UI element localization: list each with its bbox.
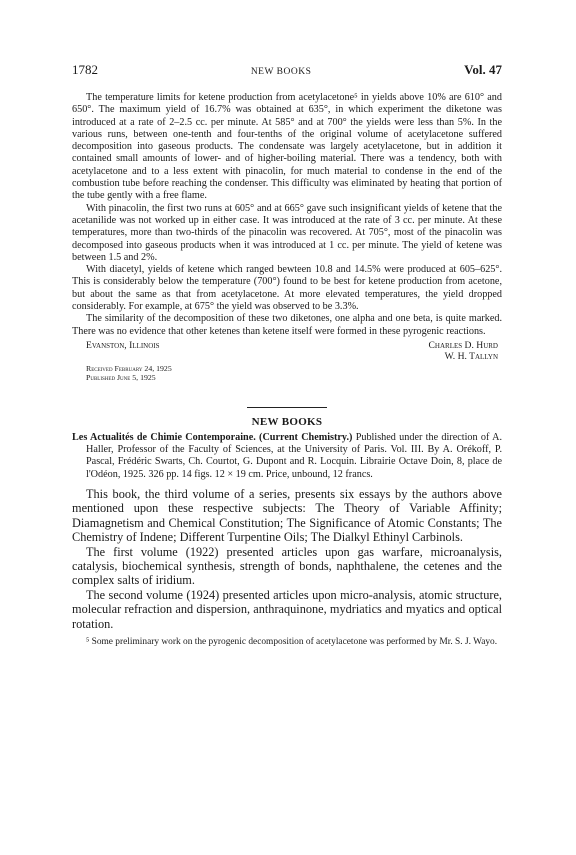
section-header: NEW BOOKS bbox=[250, 67, 312, 77]
book-entry bbox=[72, 432, 502, 481]
author-name: W. H. Tallyn bbox=[444, 350, 498, 362]
book-details: Published under the direction of A. Haller, Professor of the Faculty of Sciences, at the University of Paris. Vol. III. By A. Orékoff, P. Pascal, Frédéric Swarts, Ch. Courtot, G. Dupont and R. Locquin. Librairie Octave Doin, 8, place de l'Odéon, 1925. 326 pp. 14 figs. 12 × 19 cm. Price, unbound, 12 francs. bbox=[86, 431, 502, 480]
author-name: Charles D. Hurd bbox=[428, 339, 498, 351]
footnote: ⁵ Some preliminary work on the pyrogenic decomposition of acetylacetone was performed by Mr. S. J. Wayo. bbox=[86, 637, 498, 647]
received-date: Received February 24, 1925 bbox=[86, 363, 172, 373]
review-paragraph: This book, the third volume of a series, presents six essays by the authors above mentioned upon these respective subjects: The Theory of Variable Affinity; Diamagnetism and Chemical Constitution; The Significance of Atomic Constants; The Chemistry of Indene; Different Turpentine Oils; The Dialkyl Ethinyl Carbinols. bbox=[72, 486, 502, 545]
book-title: Les Actualités de Chimie Contemporaine. (Current Chemistry.) bbox=[72, 431, 353, 443]
date-block bbox=[72, 364, 502, 383]
signature-block bbox=[72, 340, 502, 362]
section-title: NEW BOOKS bbox=[251, 415, 323, 428]
published-date: Published June 5, 1925 bbox=[86, 373, 156, 383]
article-body bbox=[72, 92, 502, 338]
author-location: Evanston, Illinois bbox=[86, 339, 160, 351]
review-paragraph: The first volume (1922) presented articles upon gas warfare, microanalysis, catalysis, biochemical synthesis, strength of bonds, naphthalene, the cetenes and the complex salts of iridium. bbox=[72, 544, 502, 588]
review-paragraph: The second volume (1924) presented articles upon micro-analysis, atomic structure, molecular refraction and dispersion, anthraquinone, mydriatics and myatics and optical rotation. bbox=[72, 587, 502, 631]
volume-label: Vol. 47 bbox=[464, 62, 502, 77]
article-paragraph: The temperature limits for ketene production from acetylacetone⁵ in yields above 10% are 610° and 650°. The maximum yield of 16.7% was obtained at 635°, in which experiment the diketone was introduced at a rate of 2–2.5 cc. per minute. At 585° and at 700° the yields were less than 5%. In the various runs, between one-tenth and four-tenths of the original volume of acetylacetone suffered decomposition into gaseous products. The condensate was largely acetylacetone, but in addition it contained small amounts of lower- and of higher-boiling material. There was a tendency, both with acetylacetone and to a less extent with pinacolin, for much material to condense in the end of the combustion tube before reaching the condenser. This difficulty was eliminated by heating that portion of the tube gently with a free flame. bbox=[72, 92, 502, 202]
article-paragraph: The similarity of the decomposition of these two diketones, one alpha and one beta, is quite marked. There was no evidence that other ketenes than ketene itself were formed in these pyrogenic reactions. bbox=[72, 313, 502, 337]
section-divider bbox=[247, 407, 327, 408]
running-header bbox=[72, 62, 502, 78]
journal-page bbox=[72, 62, 502, 649]
page-number: 1782 bbox=[72, 62, 98, 77]
book-review bbox=[72, 487, 502, 631]
article-paragraph: With pinacolin, the first two runs at 605° and at 665° gave such insignificant yields of ketene that the acetanilide was not worked up in either case. It was introduced at the rate of 3 cc. per minute. At these temperatures, more than two-thirds of the pinacolin was recovered. At 705°, most of the pinacolin was decomposed into gaseous products when it was introduced at 1 cc. per minute. The yield of ketene was between 1.5 and 2%. bbox=[72, 202, 502, 263]
article-paragraph: With diacetyl, yields of ketene which ranged bewteen 10.8 and 14.5% were produced at 605–625°. This is considerably below the temperature (700°) found to be best for ketene production from acetone, but about the same as that from acetylacetone. At more elevated temperatures, the yield dropped considerably. For example, at 675° the yield was observed to be 3.3%. bbox=[72, 264, 502, 313]
